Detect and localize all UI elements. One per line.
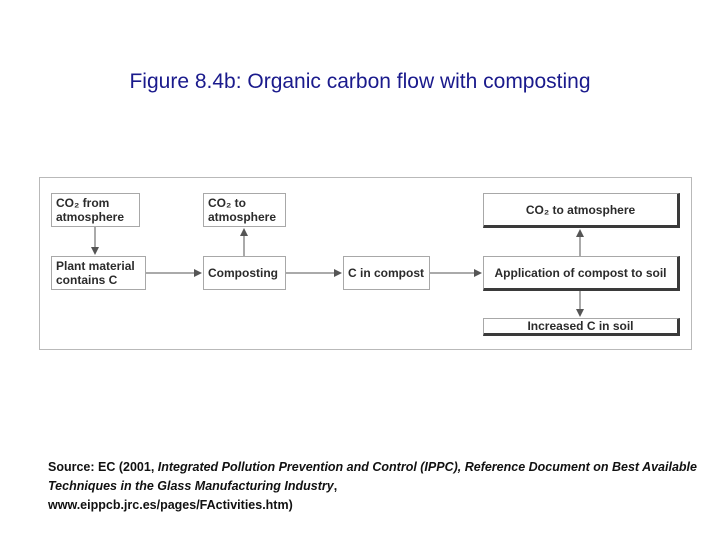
node-increased-c-label: Increased C in soil (527, 319, 634, 333)
source-url: www.eippcb.jrc.es/pages/FActivities.htm) (48, 498, 293, 512)
node-co2-to-atmosphere-right (483, 193, 680, 228)
node-composting-label: Composting (208, 266, 278, 280)
source-prefix: Source: EC (2001, (48, 460, 158, 474)
source-citation (48, 458, 698, 515)
node-c-in-compost-label: C in compost (348, 266, 425, 280)
node-co2-to-atmosphere-left-label: CO₂ to atmosphere (208, 196, 277, 224)
node-c-in-compost (343, 256, 430, 290)
node-co2-from-atmosphere (51, 193, 140, 227)
node-co2-to-atmosphere-right-label: CO₂ to atmosphere (525, 202, 636, 217)
node-plant-material (51, 256, 146, 290)
node-co2-to-atmosphere-left (203, 193, 286, 227)
figure-title: Figure 8.4b: Organic carbon flow with composting (129, 70, 591, 93)
node-application-label: Application of compost to soil (494, 265, 667, 280)
node-co2-from-atmosphere-label: CO₂ from atmosphere (56, 196, 125, 224)
source-title: Integrated Pollution Prevention and Control (IPPC), Reference Document on Best Available Techniques in the Glass Manufacturing Industry (48, 460, 697, 493)
node-plant-material-label: Plant material contains C (56, 259, 135, 287)
node-composting (203, 256, 286, 290)
source-suffix: , (333, 479, 338, 493)
node-increased-c (483, 318, 680, 336)
node-application (483, 256, 680, 291)
